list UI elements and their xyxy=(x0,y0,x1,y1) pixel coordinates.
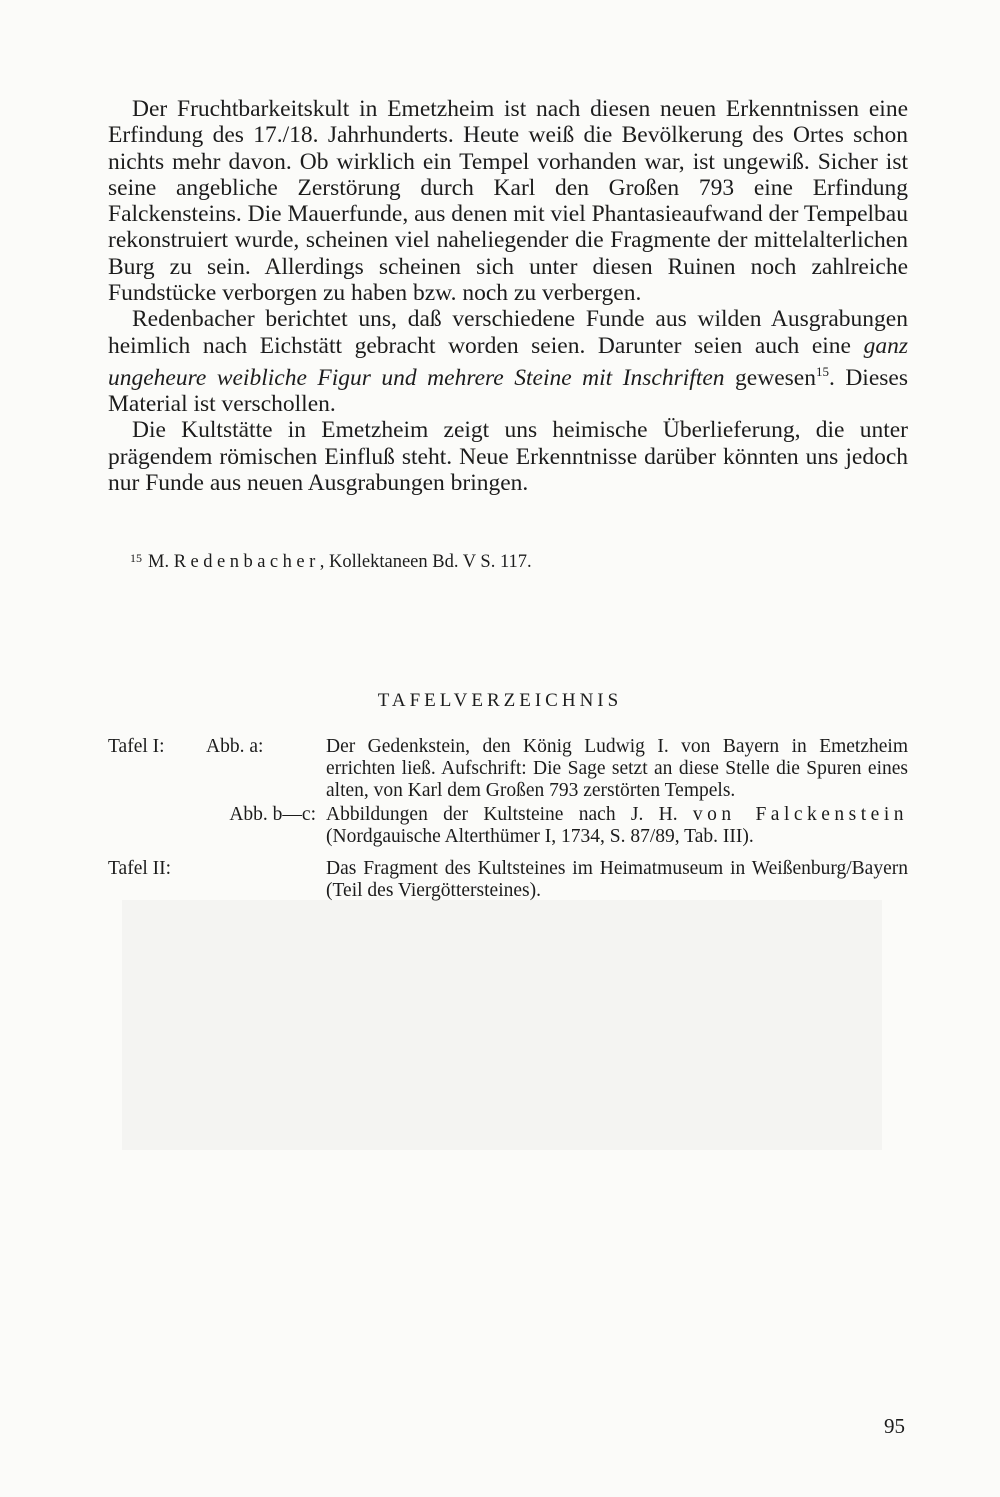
plate-label: Tafel II: xyxy=(108,858,172,879)
footnote-reference: 15 xyxy=(815,363,829,379)
plates-list xyxy=(108,736,908,904)
plate-description: Der Gedenkstein, den König Ludwig I. von Bayern in Emetzheim errichten ließ. Aufschrift: Die Sage setzt an diese Stelle die Spuren eines alten, von Karl dem Großen 793 zerstörten Tempels. xyxy=(326,736,908,801)
plate-label: Tafel I: xyxy=(108,736,165,757)
plate-description: Das Fragment des Kultsteines im Heimatmuseum in Weißenburg/Bayern (Teil des Viergöttersteines). xyxy=(326,858,908,901)
plate-label xyxy=(108,804,206,848)
footnote-number: 15 xyxy=(130,551,142,565)
paragraph-2: Redenbacher berichtet uns, daß verschiedene Funde aus wilden Ausgrabungen heimlich nach Eichstätt gebracht worden seien. Darunter seien auch eine ganz ungeheure weibliche Figur und mehrere Steine mit Inschriften gewesen$^{15}$. Dieses Material ist verschollen. xyxy=(108,306,908,418)
plate-entry xyxy=(108,736,908,802)
footnote: $^{15}$ M. Redenbacher, Kollektaneen Bd. V S. 117. xyxy=(130,551,532,572)
plate-entry xyxy=(108,804,908,848)
footnote-author: Redenbacher xyxy=(173,552,320,572)
plate-description: Abbildungen der Kultsteine nach J. H. von Falckenstein (Nordgauische Alterthümer I, 1734, S. 87/89, Tab. III). xyxy=(326,804,908,847)
figure-label: Abb. b—c: xyxy=(229,804,316,825)
plate-entry xyxy=(108,858,908,902)
body-text xyxy=(108,96,908,496)
paragraph-1: Der Fruchtbarkeitskult in Emetzheim ist nach diesen neuen Erkenntnissen eine Erfindung des 17./18. Jahrhunderts. Heute weiß die Bevölkerung des Ortes schon nichts mehr davon. Ob wirklich ein Tempel vorhanden war, ist ungewiß. Sicher ist seine angebliche Zerstörung durch Karl den Großen 793 eine Erfindung Falckensteins. Die Mauerfunde, aus denen mit viel Phantasieaufwand der Tempelbau rekonstruiert wurde, scheinen viel naheliegender die Fragmente der mittelalterlichen Burg zu sein. Allerdings scheinen sich unter diesen Ruinen noch zahlreiche Fundstücke verborgen zu haben bzw. noch zu verbergen. xyxy=(108,96,908,307)
figure-label: Abb. a: xyxy=(206,736,264,757)
quotation-italic: ganz ungeheure weibliche Figur und mehrere Steine mit Inschriften xyxy=(108,332,908,391)
figure-label xyxy=(206,858,326,902)
bleed-through-shadow xyxy=(122,900,882,1150)
toc-heading: TAFELVERZEICHNIS xyxy=(377,690,623,711)
page-number: 95 xyxy=(884,1414,905,1438)
paragraph-3: Die Kultstätte in Emetzheim zeigt uns heimische Überlieferung, die unter prägendem römischen Einfluß steht. Neue Erkenntnisse darüber könnten uns jedoch nur Funde aus neuen Ausgrabungen bringen. xyxy=(108,417,908,496)
